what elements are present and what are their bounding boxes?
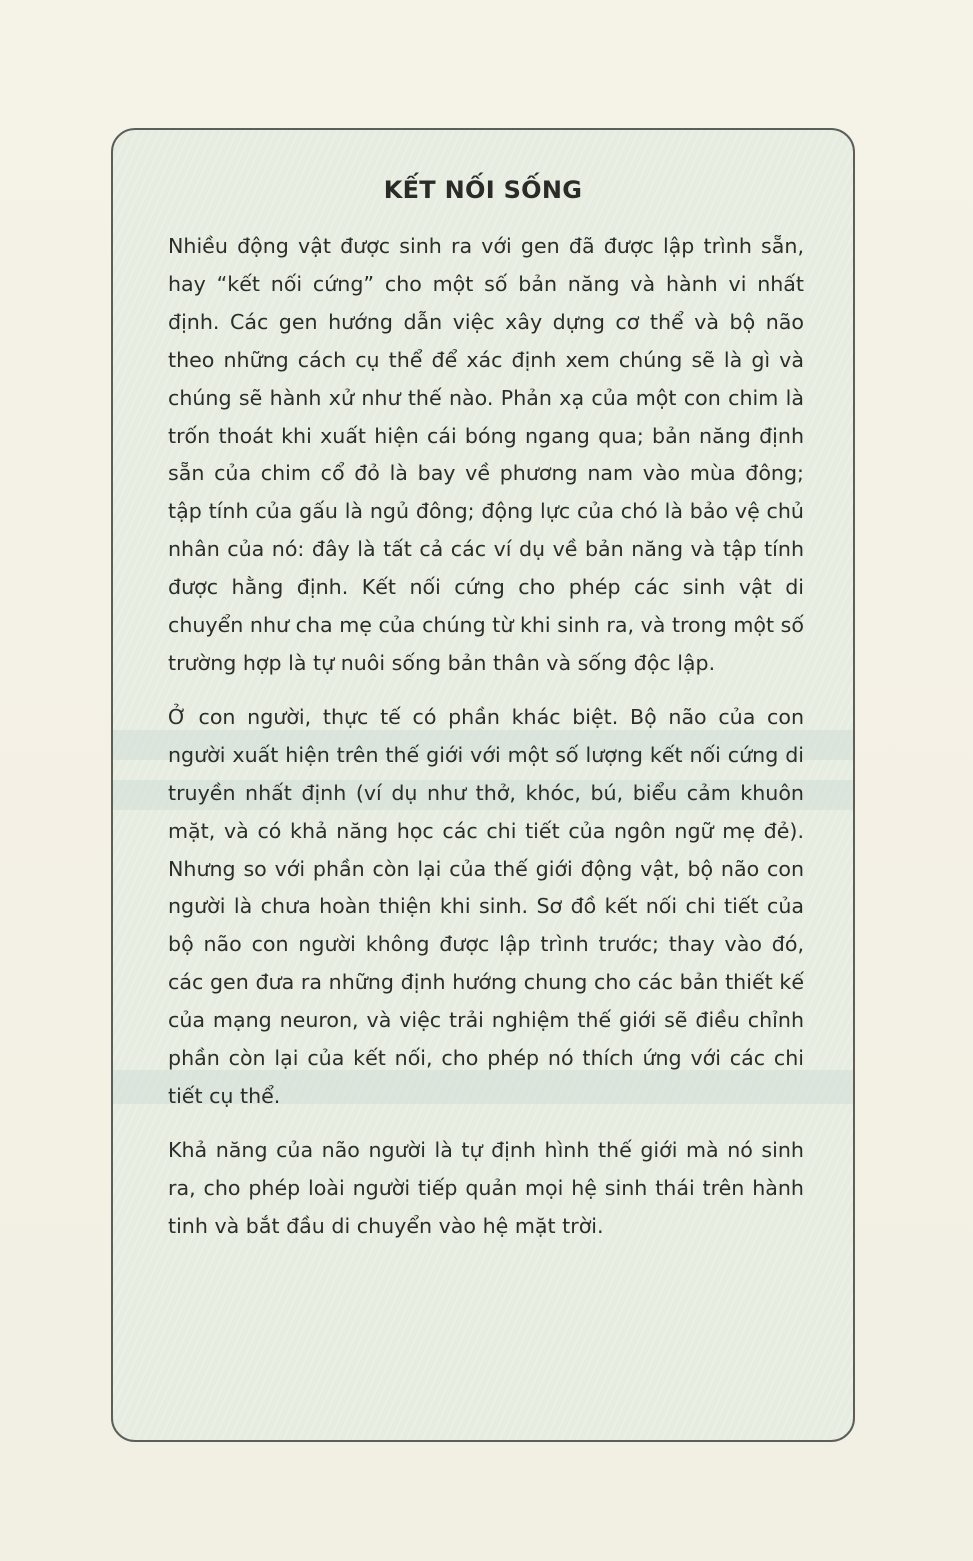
paragraph-2: Ở con người, thực tế có phần khác biệt. Bộ não của con người xuất hiện trên thế giới với một số lượng kết nối cứng di truyền nhất định (ví dụ như thở, khóc, bú, biểu cảm khuôn mặt, và có khả năng học các chi tiết của ngôn ngữ mẹ đẻ). Nhưng so với phần còn lại của thế giới động vật, bộ não con người là chưa hoàn thiện khi sinh. Sơ đồ kết nối chi tiết của bộ não con người không được lập trình trước; thay vào đó, các gen đưa ra những định hướng chung cho các bản thiết kế của mạng neuron, và việc trải nghiệm thế giới sẽ điều chỉnh phần còn lại của kết nối, cho phép nó thích ứng với các chi tiết cụ thể. [168, 704, 804, 1108]
paragraph-3: Khả năng của não người là tự định hình thế giới mà nó sinh ra, cho phép loài người tiếp quản mọi hệ sinh thái trên hành tinh và bắt đầu di chuyển vào hệ mặt trời. [168, 1137, 804, 1238]
sidebar-box [111, 128, 855, 1442]
paragraph-1: Nhiều động vật được sinh ra với gen đã được lập trình sẵn, hay “kết nối cứng” cho một số bản năng và hành vi nhất định. Các gen hướng dẫn việc xây dựng cơ thể và bộ não theo những cách cụ thể để xác định xem chúng sẽ là gì và chúng sẽ hành xử như thế nào. Phản xạ của một con chim là trốn thoát khi xuất hiện cái bóng ngang qua; bản năng định sẵn của chim cổ đỏ là bay về phương nam vào mùa đông; tập tính của gấu là ngủ đông; động lực của chó là bảo vệ chủ nhân của nó: đây là tất cả các ví dụ về bản năng và tập tính được hằng định. Kết nối cứng cho phép các sinh vật di chuyển như cha mẹ của chúng từ khi sinh ra, và trong một số trường hợp là tự nuôi sống bản thân và sống độc lập. [168, 234, 804, 675]
box-content [168, 228, 804, 1262]
box-title: KẾT NỐI SỐNG [383, 176, 583, 204]
